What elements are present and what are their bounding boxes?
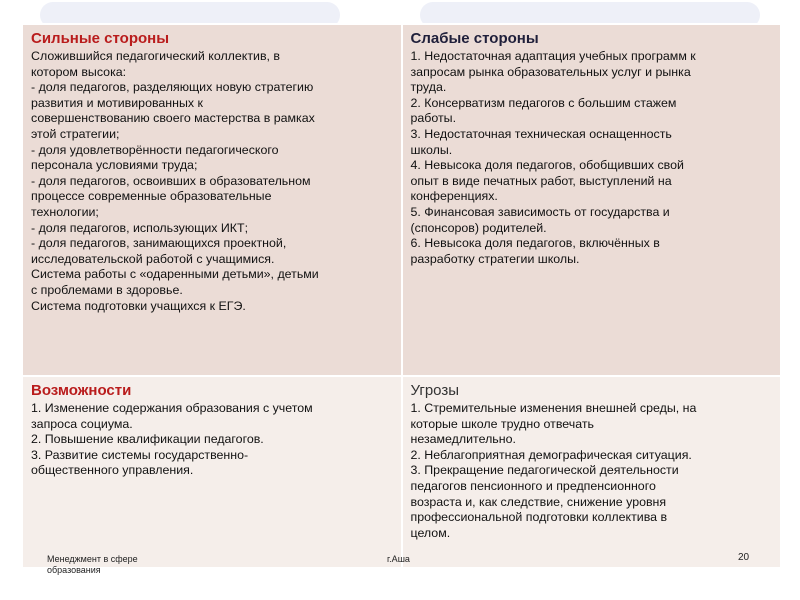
weaknesses-line: 3. Недостаточная техническая оснащенность: [410, 126, 672, 141]
weaknesses-line: 2. Консерватизм педагогов с большим стажем: [410, 95, 677, 110]
weaknesses-line: труда.: [410, 80, 447, 95]
footer-course-title: [47, 554, 138, 576]
threats-line: профессиональной подготовки коллектива в: [410, 510, 668, 525]
weaknesses-line: работы.: [410, 111, 457, 126]
strengths-line: - доля педагогов, занимающихся проектной,: [31, 236, 287, 251]
weaknesses-line: школы.: [410, 142, 453, 157]
strengths-line: технологии;: [31, 204, 99, 219]
strengths-line: - доля удовлетворённости педагогического: [31, 142, 279, 157]
strengths-line: этой стратегии;: [31, 126, 120, 141]
threats-line: незамедлительно.: [410, 432, 516, 447]
strengths-line: - доля педагогов, освоивших в образовательном: [31, 173, 311, 188]
threats-line: педагогов пенсионного и предпенсионного: [410, 478, 656, 493]
strengths-line: - доля педагогов, использующих ИКТ;: [31, 220, 249, 235]
opportunities-line: 1. Изменение содержания образования с учетом: [31, 401, 313, 415]
strengths-line: Система работы с «одаренными детьми», детьми: [31, 267, 319, 282]
strengths-line: с проблемами в здоровье.: [31, 282, 183, 297]
swot-row-bottom: [22, 376, 781, 568]
strengths-list: [31, 49, 393, 314]
swot-table: [21, 23, 782, 569]
swot-row-top: [22, 24, 781, 376]
weaknesses-line: (спонсоров) родителей.: [410, 220, 547, 235]
opportunities-title: Возможности: [31, 382, 132, 399]
footer-author: г.Аша: [387, 554, 410, 564]
strengths-title: Сильные стороны: [31, 30, 170, 47]
strengths-line: Сложившийся педагогический коллектив, в: [31, 49, 281, 63]
opportunities-line: 2. Повышение квалификации педагогов.: [31, 432, 264, 447]
weaknesses-list: [411, 49, 773, 267]
opportunities-line: 3. Развитие системы государственно-: [31, 447, 249, 462]
strengths-line: персонала условиями труда;: [31, 158, 198, 173]
strengths-line: развития и мотивированных к: [31, 95, 203, 110]
threats-line: 2. Неблагоприятная демографическая ситуация.: [410, 447, 692, 462]
strengths-cell: [22, 24, 402, 376]
threats-line: которые школе трудно отвечать: [410, 416, 594, 431]
threats-line: возраста и, как следствие, снижение уровня: [410, 494, 667, 509]
threats-list: [411, 401, 773, 541]
threats-line: 3. Прекращение педагогической деятельности: [410, 463, 679, 478]
threats-cell: [402, 376, 782, 568]
opportunities-list: [31, 401, 393, 479]
opportunities-cell: [22, 376, 402, 568]
footer-course-line: Менеджмент в сфере: [47, 554, 138, 564]
weaknesses-line: 1. Недостаточная адаптация учебных программ к: [410, 49, 696, 63]
threats-line: 1. Стремительные изменения внешней среды, на: [410, 401, 697, 415]
threats-title: Угрозы: [410, 382, 460, 399]
weaknesses-line: 6. Невысока доля педагогов, включённых в: [410, 236, 660, 251]
strengths-line: - доля педагогов, разделяющих новую стратегию: [31, 80, 314, 95]
weaknesses-line: опыт в виде печатных работ, выступлений на: [410, 173, 672, 188]
strengths-line: процессе современные образовательные: [31, 189, 272, 204]
opportunities-line: запроса социума.: [31, 416, 133, 431]
weaknesses-cell: [402, 24, 782, 376]
strengths-line: совершенствованию своего мастерства в рамках: [31, 111, 315, 126]
footer-course-line: образования: [47, 565, 101, 575]
weaknesses-title: Слабые стороны: [410, 30, 539, 47]
weaknesses-line: 4. Невысока доля педагогов, обобщивших свой: [410, 158, 684, 173]
weaknesses-line: конференциях.: [410, 189, 498, 204]
page-number: 20: [738, 552, 750, 563]
weaknesses-line: 5. Финансовая зависимость от государства и: [410, 204, 670, 219]
threats-line: целом.: [410, 525, 451, 540]
opportunities-line: общественного управления.: [31, 463, 194, 478]
weaknesses-line: разработку стратегии школы.: [410, 251, 580, 266]
weaknesses-line: запросам рынка образовательных услуг и рынка: [410, 64, 691, 79]
strengths-line: исследовательской работой с учащимися.: [31, 251, 275, 266]
strengths-line: котором высока:: [31, 64, 127, 79]
strengths-line: Система подготовки учащихся к ЕГЭ.: [31, 298, 246, 313]
